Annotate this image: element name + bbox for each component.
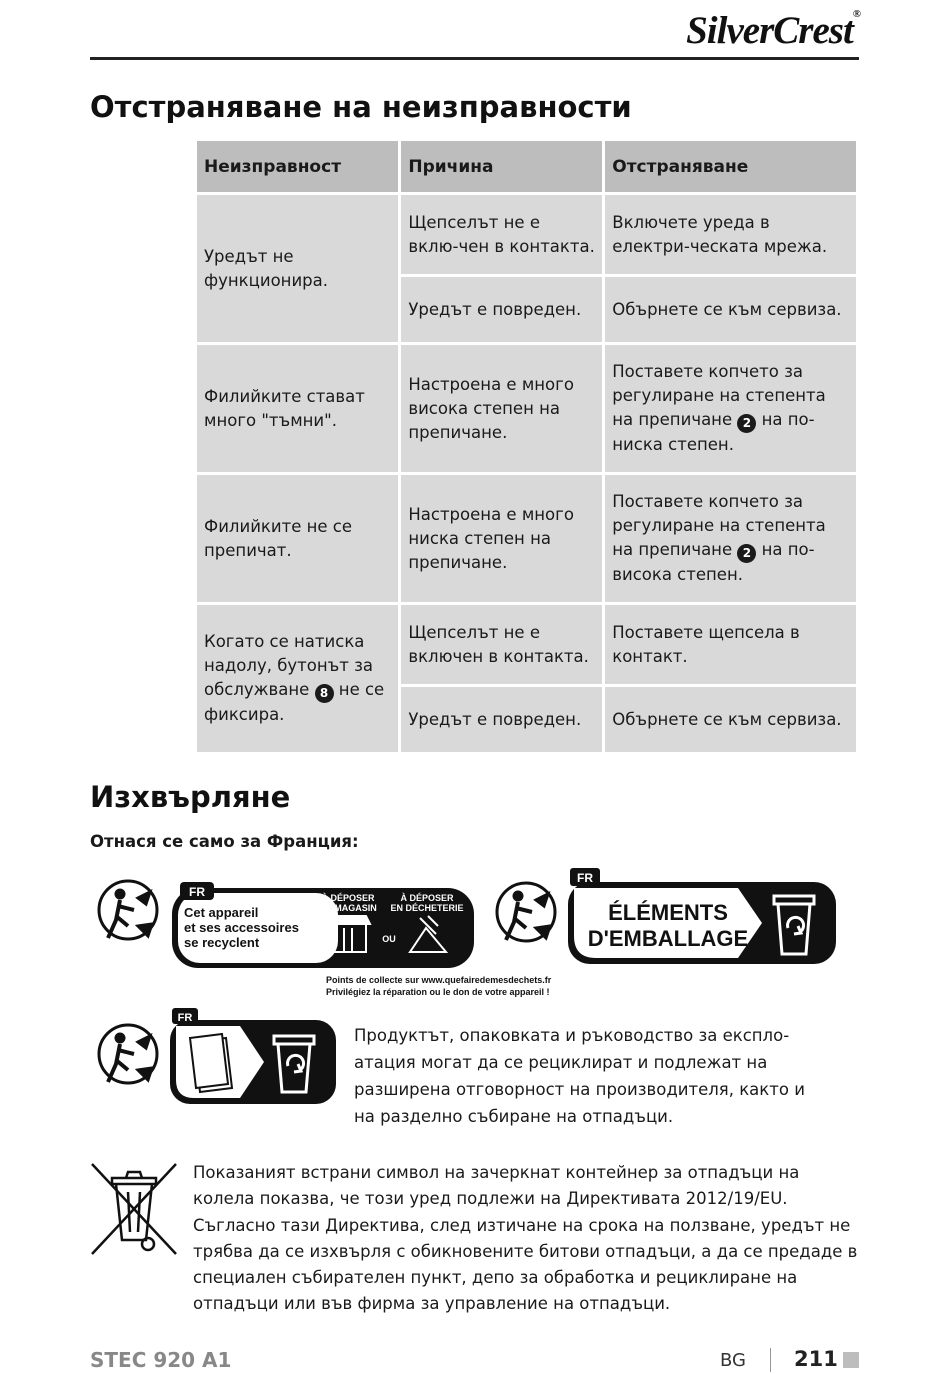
disposal-title: Изхвърляне <box>90 780 291 814</box>
repair-note: Privilégiez la réparation ou le don de votre appareil ! <box>326 987 550 997</box>
label-text: et ses accessoires <box>184 920 299 935</box>
fault-text: не се фиксира. <box>204 680 385 724</box>
crossed-bin-icon <box>88 1160 180 1260</box>
label-text: ÉLÉMENTS <box>608 900 728 925</box>
label-text: Cet appareil <box>184 905 259 920</box>
fr-badge: FR <box>189 885 205 899</box>
cause-cell: Настроена е много висока степен на препичане. <box>400 344 604 474</box>
fr-badge: FR <box>177 1012 193 1024</box>
collection-note: Points de collecte sur www.quefairedemesdechets.fr <box>326 975 552 985</box>
troubleshooting-table <box>194 138 859 755</box>
remedy-text: на по-висока степен. <box>612 540 815 584</box>
remedy-cell: Обърнете се към сервиза. <box>604 276 858 344</box>
remedy-text: на по-ниска степен. <box>612 410 815 454</box>
table-row <box>196 344 858 474</box>
label-text: se recyclent <box>184 935 260 950</box>
footer-model: STEC 920 A1 <box>90 1348 232 1372</box>
footer-language: BG <box>720 1350 746 1371</box>
fault-cell <box>196 604 400 754</box>
header-rule <box>90 57 859 60</box>
option-text: À DÉPOSER <box>321 893 375 903</box>
number-badge: 8 <box>315 684 334 703</box>
remedy-cell: Включете уреда в електри-ческата мрежа. <box>604 194 858 276</box>
remedy-cell <box>604 474 858 604</box>
label-text: D'EMBALLAGE <box>587 926 749 951</box>
table-row <box>196 194 858 276</box>
footer-divider <box>770 1348 771 1372</box>
option-text: À DÉPOSER <box>400 893 454 903</box>
cause-cell: Уредът е повреден. <box>400 276 604 344</box>
france-recycling-text: Продуктът, опаковката и ръководство за експло-атация могат да се рециклират и подлежат на разширена отговорност на производителя, както и на разделно събиране на отпадъци. <box>354 1026 805 1126</box>
fr-badge: FR <box>577 871 593 885</box>
remedy-cell: Поставете щепсела в контакт. <box>604 604 858 686</box>
column-header-fault: Неизправност <box>196 140 400 194</box>
number-badge: 2 <box>737 544 756 563</box>
table-row <box>196 474 858 604</box>
brand-logo <box>686 8 860 53</box>
triman-icon <box>99 881 157 939</box>
option-text: EN MAGASIN <box>319 903 377 913</box>
cause-cell: Щепселът не е включен в контакта. <box>400 604 604 686</box>
triman-appliance-label <box>94 868 552 1000</box>
or-text: OU <box>382 934 396 944</box>
column-header-cause: Причина <box>400 140 604 194</box>
cause-cell: Уредът е повреден. <box>400 686 604 754</box>
registered-mark: ® <box>852 8 860 20</box>
brand-name: SilverCrest <box>686 9 853 52</box>
remedy-cell <box>604 344 858 474</box>
table-header-row <box>196 140 858 194</box>
page-number: 211 <box>794 1347 838 1371</box>
number-badge: 2 <box>737 414 756 433</box>
fault-cell: Филийките стават много "тъмни". <box>196 344 400 474</box>
remedy-cell: Обърнете се към сервиза. <box>604 686 858 754</box>
triman-packaging-label <box>492 866 840 970</box>
paper-icon <box>190 1034 232 1092</box>
troubleshooting-title: Отстраняване на неизправности <box>90 90 632 124</box>
option-text: EN DÉCHETERIE <box>390 903 464 913</box>
weee-directive-text: Показаният встрани символ на зачеркнат контейнер за отпадъци на колела показва, че този уред подлежи на Директивата 2012/19/EU. Съгласно тази Директива, след изтичане на срока на ползване, уредът не трябва да се изхвърля с обикновените битови отпадъци, а да се предаде в специален събирателен пункт, депо за обработка и рециклиране на отпадъци или във фирма за управление на отпадъци. <box>193 1163 858 1314</box>
triman-icon <box>497 883 555 941</box>
column-header-remedy: Отстраняване <box>604 140 858 194</box>
fault-text: Когато се натиска надолу, бутонът за обслужване <box>204 632 374 699</box>
footer-square-mark <box>843 1352 859 1368</box>
triman-paper-label <box>94 1008 338 1108</box>
fault-cell: Уредът не функционира. <box>196 194 400 344</box>
france-only-heading: Отнася се само за Франция: <box>90 832 359 851</box>
triman-icon <box>99 1025 157 1083</box>
cause-cell: Настроена е много ниска степен на препичане. <box>400 474 604 604</box>
fault-cell: Филийките не се препичат. <box>196 474 400 604</box>
remedy-text: Поставете копчето за регулиране на степента на препичане <box>612 492 826 559</box>
cause-cell: Щепселът не е вклю-чен в контакта. <box>400 194 604 276</box>
remedy-text: Поставете копчето за регулиране на степента на препичане <box>612 362 826 429</box>
table-row <box>196 604 858 686</box>
